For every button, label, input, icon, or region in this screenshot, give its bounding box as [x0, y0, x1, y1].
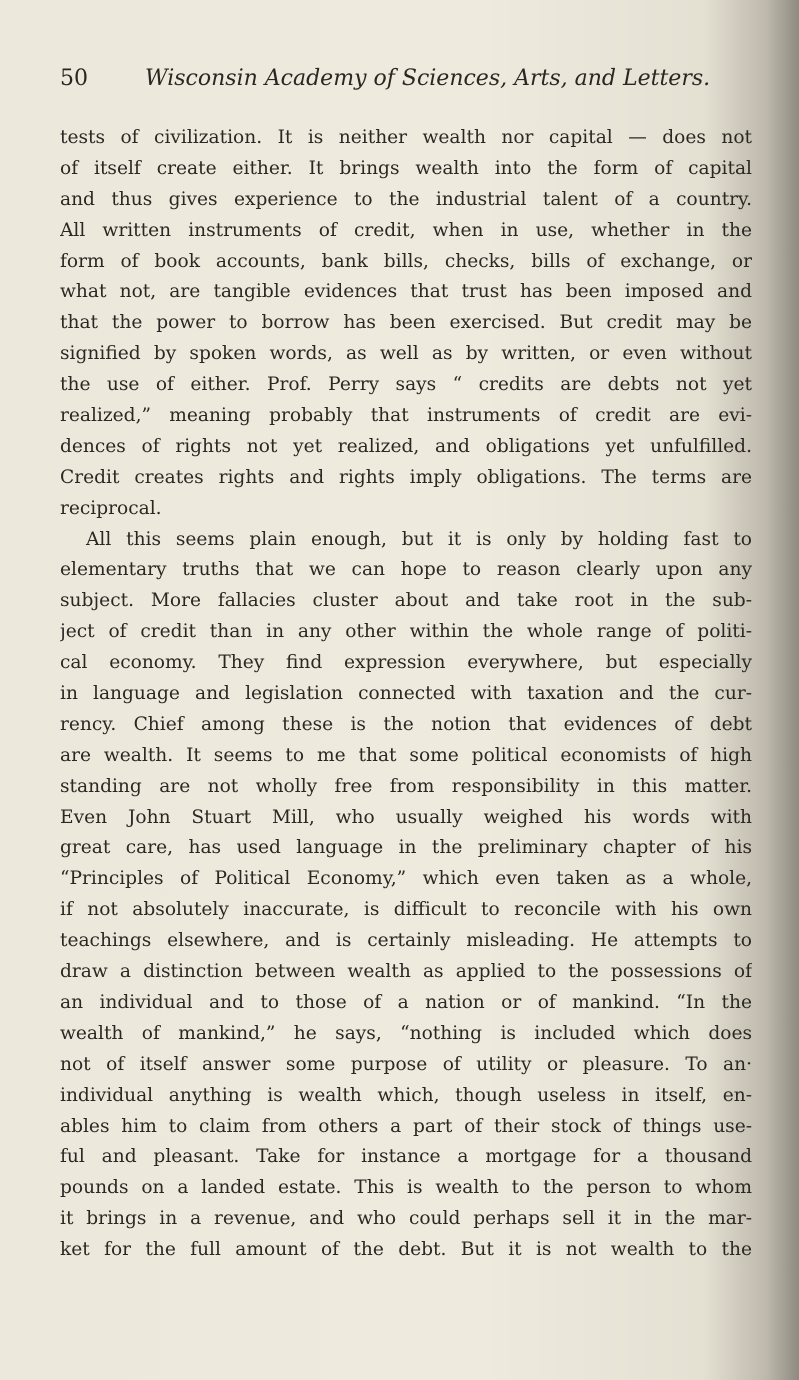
text-line: ject of credit than in any other within the whole range of politi- — [60, 621, 752, 643]
page-number: 50 — [60, 66, 88, 91]
text-line: wealth of mankind,” he says, “nothing is included which does — [60, 1022, 752, 1044]
text-line: subject. More fallacies cluster about and take root in the sub- — [60, 590, 752, 612]
text-line: that the power to borrow has been exercised. But credit may be — [60, 312, 752, 334]
text-line: tests of civilization. It is neither wealth nor capital — does not — [60, 127, 752, 148]
running-title: Wisconsin Academy of Sciences, Arts, and Letters. — [145, 66, 711, 91]
text-line: rency. Chief among these is the notion that evidences of debt — [60, 713, 752, 735]
text-line: the use of either. Prof. Perry says “ credits are debts not yet — [60, 374, 752, 396]
paragraph-first-line: All this seems plain enough, but it is only by holding fast to — [86, 528, 752, 550]
text-line: standing are not wholly free from responsibility in this matter. — [60, 775, 752, 797]
text-line: All written instruments of credit, when in use, whether in the — [60, 219, 752, 241]
text-line: if not absolutely inaccurate, is difficult to reconcile with his own — [60, 899, 752, 921]
body-text — [60, 123, 752, 1266]
text-line: Credit creates rights and rights imply obligations. The terms are — [60, 466, 752, 488]
text-line: form of book accounts, bank bills, checks, bills of exchange, or — [60, 250, 752, 272]
text-line: great care, has used language in the preliminary chapter of his — [60, 837, 752, 859]
text-line: ables him to claim from others a part of their stock of things use- — [60, 1115, 752, 1137]
text-line: realized,” meaning probably that instruments of credit are evi- — [60, 405, 752, 427]
page-header — [60, 66, 760, 102]
text-line: it brings in a revenue, and who could perhaps sell it in the mar- — [60, 1208, 752, 1230]
text-line: ful and pleasant. Take for instance a mortgage for a thousand — [60, 1146, 752, 1168]
text-line: elementary truths that we can hope to reason clearly upon any — [60, 559, 752, 581]
text-line: ket for the full amount of the debt. But it is not wealth to the — [60, 1239, 752, 1261]
text-line: and thus gives experience to the industrial talent of a country. — [60, 188, 752, 210]
text-line: what not, are tangible evidences that trust has been imposed and — [60, 281, 752, 303]
text-line: in language and legislation connected with taxation and the cur- — [60, 683, 752, 705]
text-line: are wealth. It seems to me that some political economists of high — [60, 744, 752, 766]
text-line: draw a distinction between wealth as applied to the possessions of — [60, 961, 752, 983]
text-line: an individual and to those of a nation or of mankind. “In the — [60, 991, 752, 1013]
text-line: Even John Stuart Mill, who usually weighed his words with — [60, 806, 752, 828]
text-line: teachings elsewhere, and is certainly misleading. He attempts to — [60, 930, 752, 952]
text-line: signified by spoken words, as well as by written, or even without — [60, 343, 752, 365]
text-line: individual anything is wealth which, though useless in itself, en- — [60, 1084, 752, 1106]
paragraph-end-line: reciprocal. — [60, 497, 162, 519]
text-line: cal economy. They find expression everywhere, but especially — [60, 652, 752, 674]
text-line: dences of rights not yet realized, and obligations yet unfulfilled. — [60, 435, 752, 457]
text-line: pounds on a landed estate. This is wealth to the person to whom — [60, 1177, 752, 1199]
text-line: “Principles of Political Economy,” which even taken as a whole, — [60, 868, 752, 890]
text-line: of itself create either. It brings wealth into the form of capital — [60, 157, 752, 179]
text-line: not of itself answer some purpose of utility or pleasure. To an· — [60, 1053, 752, 1075]
